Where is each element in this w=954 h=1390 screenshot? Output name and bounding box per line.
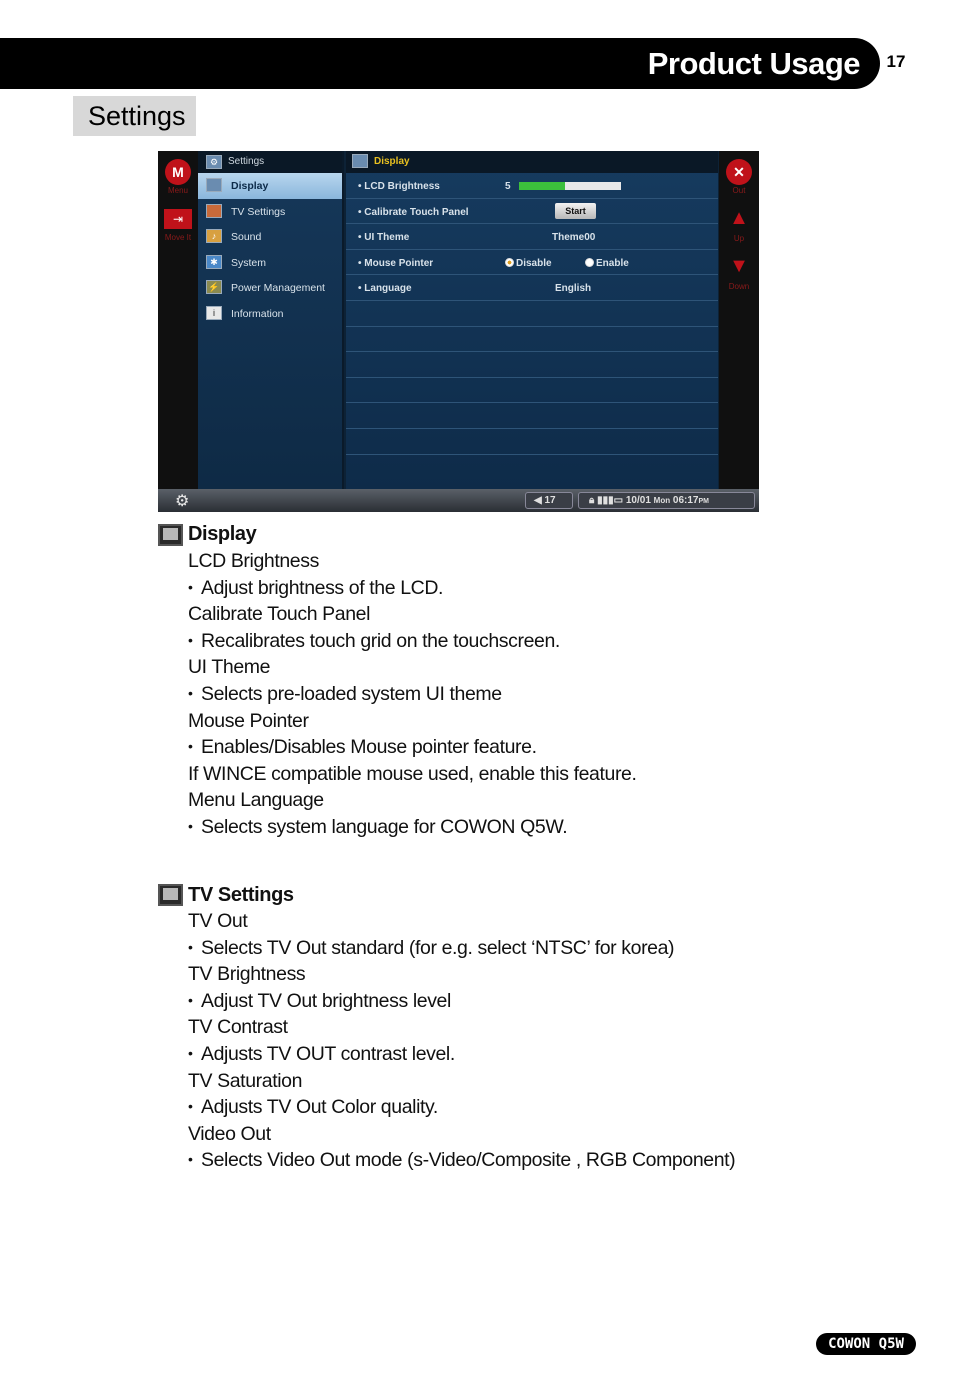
menu-item-system[interactable]: ✱ System [198,250,342,276]
device-screenshot [158,151,759,512]
bullet-line: • Selects pre-loaded system UI theme [188,683,502,705]
monitor-icon [158,524,183,546]
volume-indicator[interactable] [525,492,573,509]
panel-header: Display [346,151,718,173]
radio-disable[interactable]: Disable [505,258,552,269]
bullet-dot: • [188,685,193,701]
menu-item-display[interactable]: Display [198,173,342,199]
monitor-icon [352,154,368,168]
ampm-value: PM [698,498,709,505]
row-ui-theme[interactable]: • UI Theme Theme00 [346,224,718,250]
speaker-icon: ♪ [206,229,222,243]
bullet-line: • Adjust TV Out brightness level [188,989,451,1012]
bullet-line: • Selects TV Out standard (for e.g. select ‘NTSC’ for korea) [188,936,675,959]
bullet-line: • Adjust brightness of the LCD. [188,576,444,599]
empty-row [346,301,718,327]
power-icon: ⚡ [206,280,222,294]
empty-row [346,352,718,378]
display-section-title: Display [188,523,257,545]
start-button[interactable]: Start [555,203,596,219]
volume-value: 17 [544,495,556,506]
empty-row [346,378,718,404]
empty-row [346,429,718,455]
system-icon: ✱ [206,255,222,269]
bullet-line: • Selects Video Out mode (s-Video/Composite , RGB Component) [188,1149,736,1172]
item-heading: Video Out [188,1122,271,1145]
menu-icon[interactable]: M [165,159,191,185]
display-panel [346,151,718,489]
date-value: 10/01 [625,495,651,506]
bullet-dot: • [188,1098,193,1115]
time-value: 06:17 [672,495,699,506]
lock-icon: 🔒︎ [589,495,595,506]
item-heading: TV Contrast [188,1016,288,1039]
bullet-line: • Recalibrates touch grid on the touchscreen. [188,629,560,652]
item-heading: TV Brightness [188,963,306,986]
brightness-fill [519,182,565,190]
row-lcd-brightness[interactable]: • LCD Brightness 5 [346,173,718,199]
bullet-line: • Selects system language for COWON Q5W. [188,816,568,838]
tv-section-title: TV Settings [188,884,294,906]
clock-indicator [578,492,755,509]
item-heading: If WINCE compatible mouse used, enable this feature. [188,762,637,785]
menu-label: Menu [167,186,188,195]
row-mouse-pointer: • Mouse Pointer Disable Enable [346,250,718,276]
row-language[interactable]: • Language English [346,275,718,301]
up-arrow-icon[interactable]: ▲ [729,207,749,229]
move-icon[interactable]: ⇥ [164,209,192,229]
menu-header: ⚙ Settings [198,151,342,173]
bullet-dot: • [188,1151,193,1168]
section-tab: Settings [73,96,196,136]
out-icon[interactable]: ✕ [726,159,752,185]
tv-icon [206,204,222,218]
down-arrow-icon[interactable]: ▼ [729,255,749,277]
theme-value: Theme00 [552,232,596,244]
empty-row [346,403,718,429]
status-bar [158,489,759,512]
bullet-line: • Enables/Disables Mouse pointer feature. [188,736,537,759]
bullet-dot: • [188,738,193,755]
menu-item-power-management[interactable]: ⚡ Power Management [198,275,342,301]
brand-badge: COWON Q5W [816,1333,916,1355]
bullet-dot: • [188,938,193,955]
bullet-line: • Adjusts TV OUT contrast level. [188,1043,455,1065]
radio-disable-dot [505,258,514,267]
item-heading: Mouse Pointer [188,709,309,732]
speaker-icon: ◀ [534,495,542,506]
item-heading: Menu Language [188,789,324,812]
page-number: 17 [886,52,906,71]
weekday-value: Mon [653,496,671,505]
menu-item-sound[interactable]: ♪ Sound [198,224,342,250]
battery-icon: ▮▮▮▭ [597,495,624,506]
left-rail [158,151,198,489]
language-value: English [555,283,592,295]
up-label: Up [733,234,745,243]
bullet-dot: • [188,818,193,834]
brightness-slider[interactable] [519,182,621,190]
monitor-icon [206,178,222,192]
empty-row [346,327,718,353]
gear-icon[interactable]: ⚙ [175,493,190,510]
bullet-dot: • [188,991,193,1008]
info-icon: i [206,306,222,320]
header-bar [0,38,880,89]
menu-item-information[interactable]: i Information [198,301,342,327]
bullet-dot: • [188,578,193,595]
menu-item-tv-settings[interactable]: TV Settings [198,199,342,225]
item-heading: Calibrate Touch Panel [188,603,371,626]
page-header-title: Product Usage [647,46,860,81]
bullet-dot: • [188,1045,193,1061]
item-heading: TV Saturation [188,1069,303,1092]
settings-icon: ⚙ [206,155,222,169]
item-heading: LCD Brightness [188,550,319,572]
down-label: Down [728,282,750,291]
radio-enable[interactable]: Enable [585,258,629,269]
right-rail [719,151,759,489]
radio-enable-dot [585,258,594,267]
brightness-value: 5 [505,181,511,192]
move-label: Move It [164,233,192,242]
bullet-dot: • [188,631,193,648]
tv-icon [158,884,183,906]
out-label: Out [732,186,746,195]
item-heading: UI Theme [188,656,271,679]
row-calibrate: • Calibrate Touch Panel Start [346,199,718,225]
bullet-line: • Adjusts TV Out Color quality. [188,1096,438,1119]
item-heading: TV Out [188,910,248,932]
settings-menu [198,151,344,489]
